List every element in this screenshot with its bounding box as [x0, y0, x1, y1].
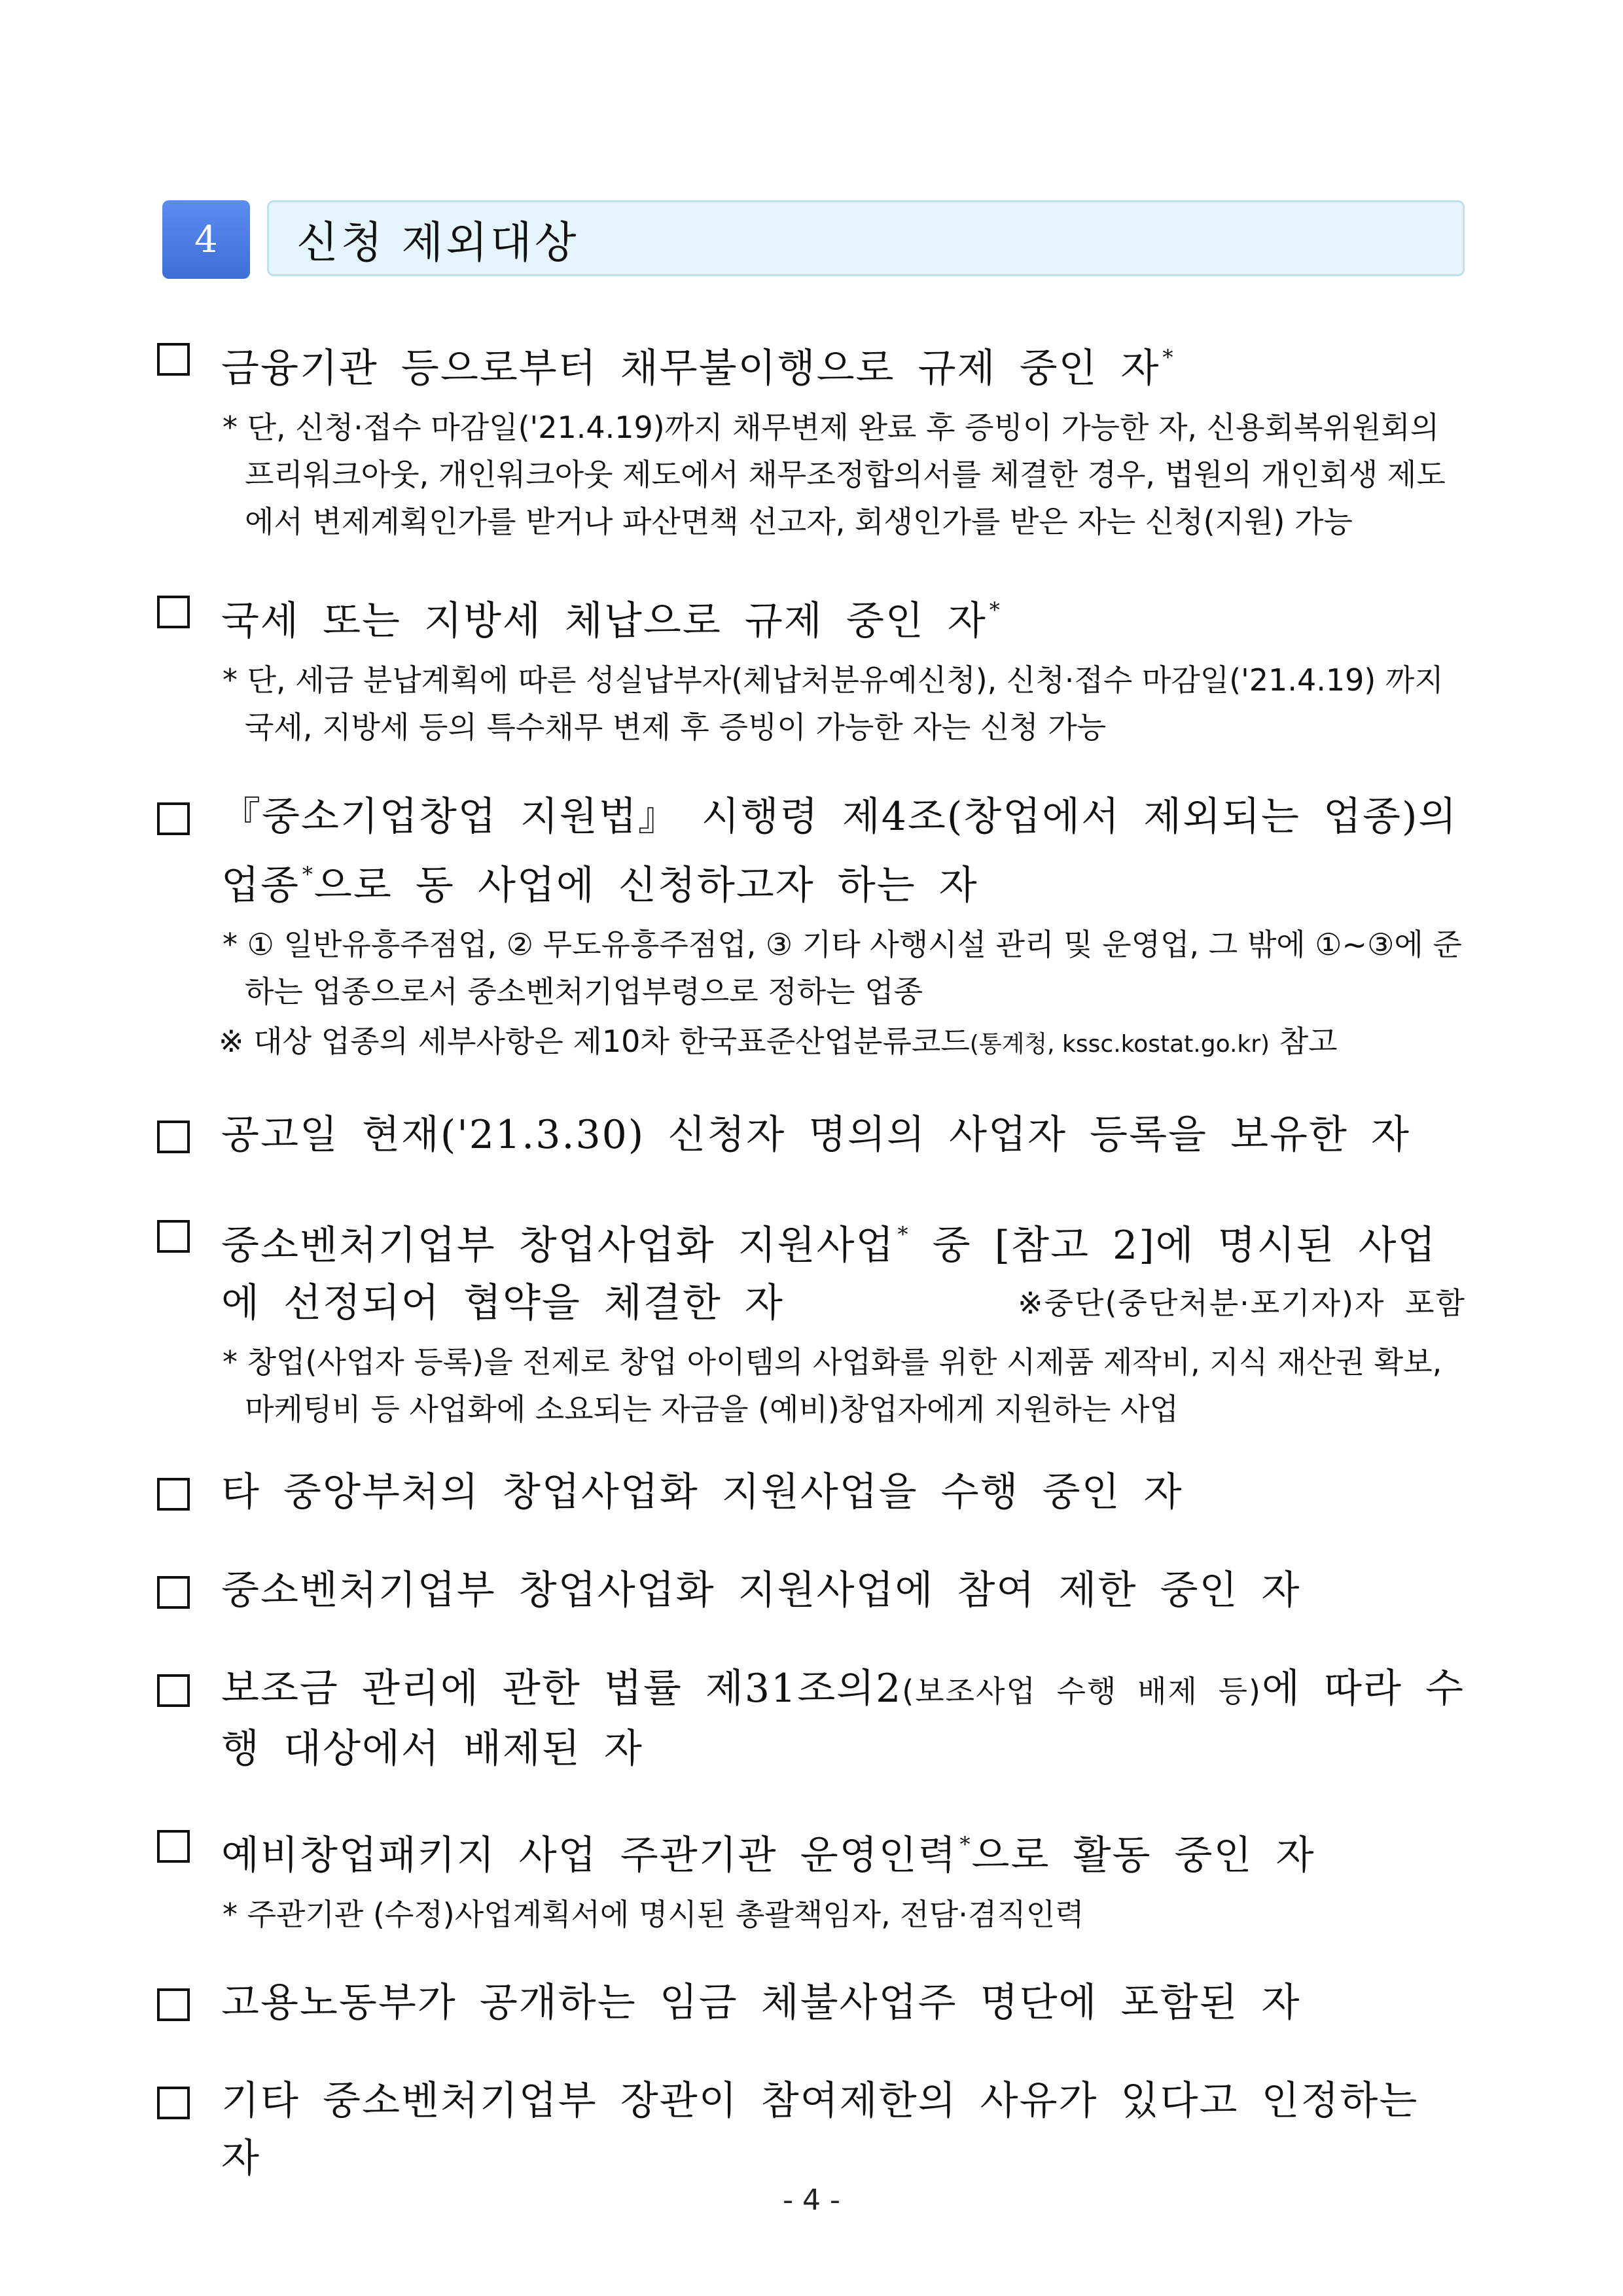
checkbox-icon	[157, 1220, 190, 1253]
item-text-parenthetical: (보조사업 수행 배제 등)	[902, 1674, 1262, 1709]
checkbox-icon	[157, 1830, 190, 1863]
item-text: 고용노동부가 공개하는 임금 체불사업주 명단에 포함된 자	[221, 1980, 1301, 2026]
exclusion-item	[157, 1106, 1466, 1164]
section-header	[162, 200, 1465, 279]
reference-text: ※ 대상 업종의 세부사항은 제10차 한국표준산업분류코드	[219, 1024, 970, 1059]
footnote-mark: *	[1162, 345, 1175, 370]
checkbox-icon	[157, 1988, 190, 2021]
item-note: * 창업(사업자 등록)을 전제로 창업 아이템의 사업화를 위한 시제품 제작비, 지식 재산권 확보, 마케팅비 등 사업화에 소요되는 자금을 (예비)창업자에게 지원하는 사업	[223, 1344, 1442, 1427]
item-text: 예비창업패키지 사업 주관기관 운영인력	[221, 1833, 957, 1878]
checkbox-icon	[157, 1478, 190, 1511]
checkbox-icon	[157, 596, 190, 628]
footnote-mark: *	[989, 598, 1001, 622]
exclusion-item	[157, 1816, 1466, 1938]
section-title: 신청 제외대상	[267, 200, 1465, 276]
exclusion-item	[157, 581, 1466, 751]
item-note: * ① 일반유흥주점업, ② 무도유흥주점업, ③ 기타 사행시설 관리 및 운영업, 그 밖에 ①~③에 준하는 업종으로서 중소벤처기업부령으로 정하는 업종	[223, 927, 1462, 1009]
item-note: * 주관기관 (수정)사업계획서에 명시된 총괄책임자, 전담·겸직인력	[223, 1897, 1084, 1932]
item-text-continued: 으로 동 사업에 신청하고자 하는 자	[313, 863, 978, 908]
page-number: - 4 -	[783, 2183, 840, 2217]
item-text: 기타 중소벤처기업부 장관이 참여제한의 사유가 있다고 인정하는 자	[221, 2078, 1419, 2181]
exclusion-item	[157, 1206, 1466, 1433]
item-text: 보조금 관리에 관한 법률 제31조의2	[221, 1666, 902, 1712]
item-text-continued: 으로 활동 중인 자	[971, 1833, 1315, 1878]
section-number: 4	[162, 200, 250, 279]
item-text: 중소벤처기업부 창업사업화 지원사업	[221, 1223, 895, 1268]
item-note: * 단, 세금 분납계획에 따른 성실납부자(체납처분유예신청), 신청·접수 마감일('21.4.19) 까지 국세, 지방세 등의 특수채무 변제 후 증빙이 가능한 자는 신청 가능	[223, 662, 1444, 745]
footnote-mark: *	[897, 1222, 910, 1247]
checkbox-icon	[157, 343, 190, 376]
exclusion-item	[157, 1974, 1466, 2032]
exclusion-item	[157, 2072, 1466, 2187]
item-text: 『중소기업창업 지원법』 시행령 제4조(창업에서 제외되는 업종)의 업종	[221, 794, 1458, 908]
item-reference-note	[157, 1018, 1466, 1068]
exclusion-item	[157, 1660, 1466, 1778]
checkbox-icon	[157, 2087, 190, 2119]
exclusion-item	[157, 329, 1466, 545]
checkbox-icon	[157, 802, 190, 835]
exclusion-item	[157, 1562, 1466, 1619]
item-text: 공고일 현재('21.3.30) 신청자 명의의 사업자 등록을 보유한 자	[221, 1112, 1410, 1158]
item-side-note: ※중단(중단처분·포기자)자 포함	[1018, 1285, 1466, 1321]
exclusion-item	[157, 788, 1466, 1068]
item-text: 중소벤처기업부 창업사업화 지원사업에 참여 제한 중인 자	[221, 1568, 1301, 1613]
checkbox-icon	[157, 1674, 190, 1707]
footnote-mark: *	[959, 1832, 972, 1857]
item-text: 타 중앙부처의 창업사업화 지원사업을 수행 중인 자	[221, 1469, 1183, 1515]
item-note: * 단, 신청·접수 마감일('21.4.19)까지 채무변제 완료 후 증빙이 가능한 자, 신용회복위원회의 프리워크아웃, 개인워크아웃 제도에서 채무조정합의서를 체결한 경우, 법원의 개인회생 제도에서 변제계획인가를 받거나 파산면책 선고자, 회생인가를 받은 자는 신청(지원) 가능	[223, 410, 1446, 539]
item-text-continued: 에 따라 수행 대상에서 배제된 자	[221, 1666, 1465, 1772]
item-text: 국세 또는 지방세 체납으로 규제 중인 자	[221, 598, 987, 644]
item-text-continued: 중 [참고 2]에 명시된 사업에 선정되어 협약을 체결한 자	[221, 1223, 1437, 1326]
exclusion-item	[157, 1463, 1466, 1521]
checkbox-icon	[157, 1121, 190, 1153]
reference-source: (통계청, kssc.kostat.go.kr)	[969, 1031, 1270, 1058]
footnote-mark: *	[302, 862, 314, 887]
item-text: 금융기관 등으로부터 채무불이행으로 규제 중인 자	[221, 346, 1160, 391]
reference-suffix: 참고	[1270, 1024, 1338, 1059]
checkbox-icon	[157, 1576, 190, 1609]
